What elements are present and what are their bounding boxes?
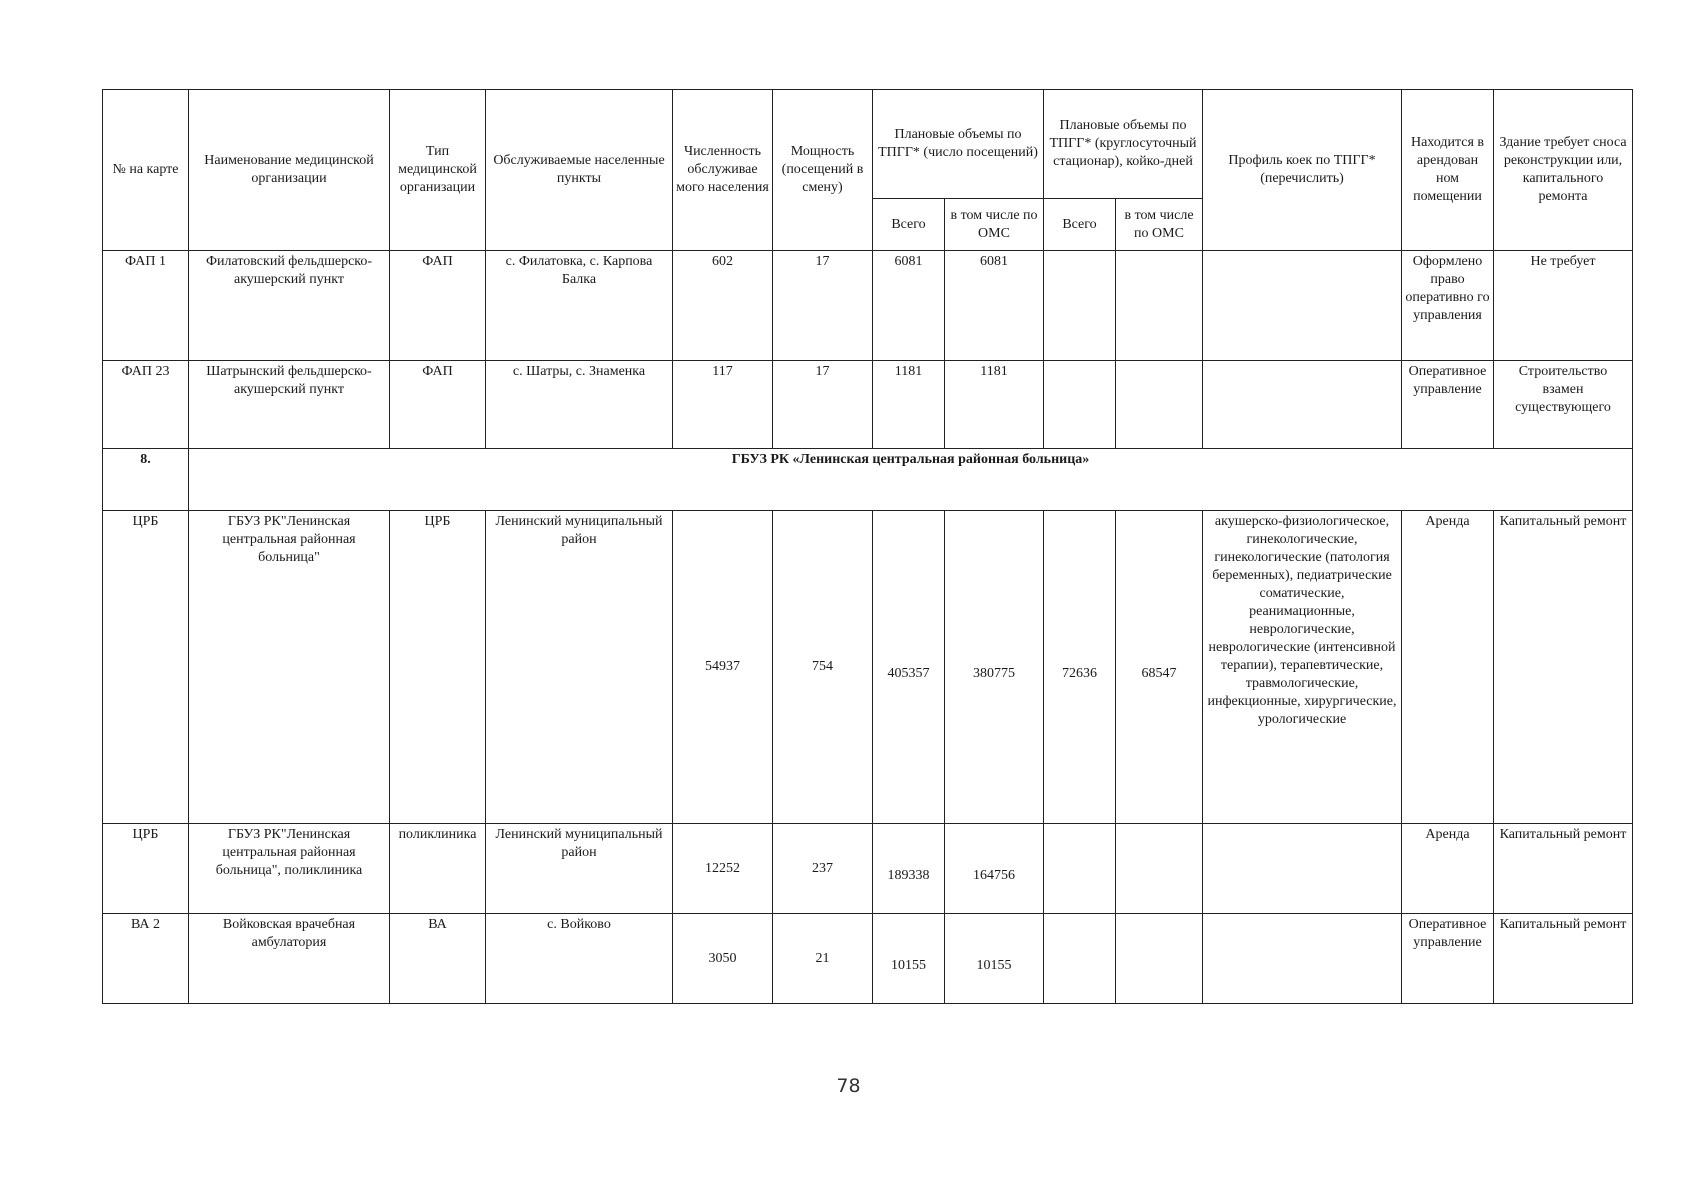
cell-population: 602 <box>673 251 773 361</box>
cell-population: 54937 <box>673 511 773 824</box>
header-visits-group: Плановые объемы по ТПГГ* (число посещений) <box>873 90 1044 199</box>
table-row <box>103 361 1633 449</box>
cell-visits-oms: 10155 <box>945 914 1044 1004</box>
cell-visits-oms: 1181 <box>945 361 1044 449</box>
cell-beds-oms <box>1116 824 1203 914</box>
header-row-1 <box>103 90 1633 199</box>
cell-beds-oms <box>1116 914 1203 1004</box>
cell-org-type: ВА <box>390 914 486 1004</box>
cell-org-type: ФАП <box>390 361 486 449</box>
cell-demolition: Строительство взамен существующего <box>1494 361 1633 449</box>
cell-org-name: ГБУЗ РК"Ленинская центральная районная больница" <box>189 511 390 824</box>
cell-demolition: Капитальный ремонт <box>1494 511 1633 824</box>
header-visits-oms: в том числе по ОМС <box>945 199 1044 251</box>
table-row <box>103 914 1633 1004</box>
cell-org-type: поликлиника <box>390 824 486 914</box>
cell-beds-total <box>1044 824 1116 914</box>
cell-map-no: ФАП 23 <box>103 361 189 449</box>
cell-map-no: ЦРБ <box>103 824 189 914</box>
cell-capacity: 17 <box>773 361 873 449</box>
cell-visits-oms: 6081 <box>945 251 1044 361</box>
cell-visits-oms: 380775 <box>945 511 1044 824</box>
cell-leased: Оформлено право оперативно го управления <box>1402 251 1494 361</box>
table-row <box>103 251 1633 361</box>
section-title: ГБУЗ РК «Ленинская центральная районная больница» <box>189 449 1633 511</box>
cell-beds-oms <box>1116 251 1203 361</box>
cell-visits-total: 6081 <box>873 251 945 361</box>
cell-map-no: ФАП 1 <box>103 251 189 361</box>
cell-visits-total: 10155 <box>873 914 945 1004</box>
cell-settlements: с. Войково <box>486 914 673 1004</box>
header-population: Численность обслуживае мого населения <box>673 90 773 251</box>
cell-bed-profile: акушерско-физиологическое, гинекологические, гинекологические (патология беременных), педиатрические соматические, реанимационные, неврологические, неврологические (интенсивной терапии), терапевтические, травмологические, инфекционные, хирургические, урологические <box>1203 511 1402 824</box>
cell-leased: Аренда <box>1402 824 1494 914</box>
header-leased: Находится в арендован ном помещении <box>1402 90 1494 251</box>
cell-beds-total: 72636 <box>1044 511 1116 824</box>
cell-leased: Аренда <box>1402 511 1494 824</box>
cell-bed-profile <box>1203 914 1402 1004</box>
cell-capacity: 17 <box>773 251 873 361</box>
header-visits-total: Всего <box>873 199 945 251</box>
cell-map-no: ВА 2 <box>103 914 189 1004</box>
header-map-no: № на карте <box>103 90 189 251</box>
table-row <box>103 511 1633 824</box>
facilities-table <box>102 89 1633 1004</box>
cell-capacity: 237 <box>773 824 873 914</box>
cell-org-name: ГБУЗ РК"Ленинская центральная районная больница", поликлиника <box>189 824 390 914</box>
cell-org-name: Войковская врачебная амбулатория <box>189 914 390 1004</box>
cell-bed-profile <box>1203 251 1402 361</box>
table-row <box>103 824 1633 914</box>
header-capacity: Мощность (посещений в смену) <box>773 90 873 251</box>
cell-settlements: Ленинский муниципальный район <box>486 824 673 914</box>
cell-capacity: 754 <box>773 511 873 824</box>
cell-beds-total <box>1044 914 1116 1004</box>
cell-visits-total: 405357 <box>873 511 945 824</box>
cell-leased: Оперативное управление <box>1402 914 1494 1004</box>
section-number: 8. <box>103 449 189 511</box>
cell-visits-oms: 164756 <box>945 824 1044 914</box>
cell-population: 3050 <box>673 914 773 1004</box>
cell-population: 117 <box>673 361 773 449</box>
cell-org-type: ФАП <box>390 251 486 361</box>
cell-bed-profile <box>1203 824 1402 914</box>
cell-visits-total: 189338 <box>873 824 945 914</box>
section-row <box>103 449 1633 511</box>
cell-leased: Оперативное управление <box>1402 361 1494 449</box>
cell-beds-total <box>1044 251 1116 361</box>
cell-org-name: Шатрынский фельдшерско-акушерский пункт <box>189 361 390 449</box>
document-sheet <box>102 89 1633 1004</box>
cell-settlements: Ленинский муниципальный район <box>486 511 673 824</box>
cell-settlements: с. Филатовка, с. Карпова Балка <box>486 251 673 361</box>
header-beds-oms: в том числе по ОМС <box>1116 199 1203 251</box>
header-org-name: Наименование медицинской организации <box>189 90 390 251</box>
header-bed-profile: Профиль коек по ТПГГ* (перечислить) <box>1203 90 1402 251</box>
cell-demolition: Капитальный ремонт <box>1494 824 1633 914</box>
header-beds-group: Плановые объемы по ТПГГ* (круглосуточный стационар), койко-дней <box>1044 90 1203 199</box>
cell-beds-total <box>1044 361 1116 449</box>
cell-capacity: 21 <box>773 914 873 1004</box>
cell-bed-profile <box>1203 361 1402 449</box>
cell-map-no: ЦРБ <box>103 511 189 824</box>
cell-demolition: Капитальный ремонт <box>1494 914 1633 1004</box>
header-org-type: Тип медицинской организации <box>390 90 486 251</box>
cell-beds-oms <box>1116 361 1203 449</box>
cell-org-name: Филатовский фельдшерско-акушерский пункт <box>189 251 390 361</box>
header-demolition: Здание требует сноса реконструкции или, капитального ремонта <box>1494 90 1633 251</box>
cell-org-type: ЦРБ <box>390 511 486 824</box>
page-number: 78 <box>836 1075 861 1097</box>
cell-settlements: с. Шатры, с. Знаменка <box>486 361 673 449</box>
cell-visits-total: 1181 <box>873 361 945 449</box>
header-beds-total: Всего <box>1044 199 1116 251</box>
cell-demolition: Не требует <box>1494 251 1633 361</box>
header-settlements: Обслуживаемые населенные пункты <box>486 90 673 251</box>
cell-beds-oms: 68547 <box>1116 511 1203 824</box>
cell-population: 12252 <box>673 824 773 914</box>
